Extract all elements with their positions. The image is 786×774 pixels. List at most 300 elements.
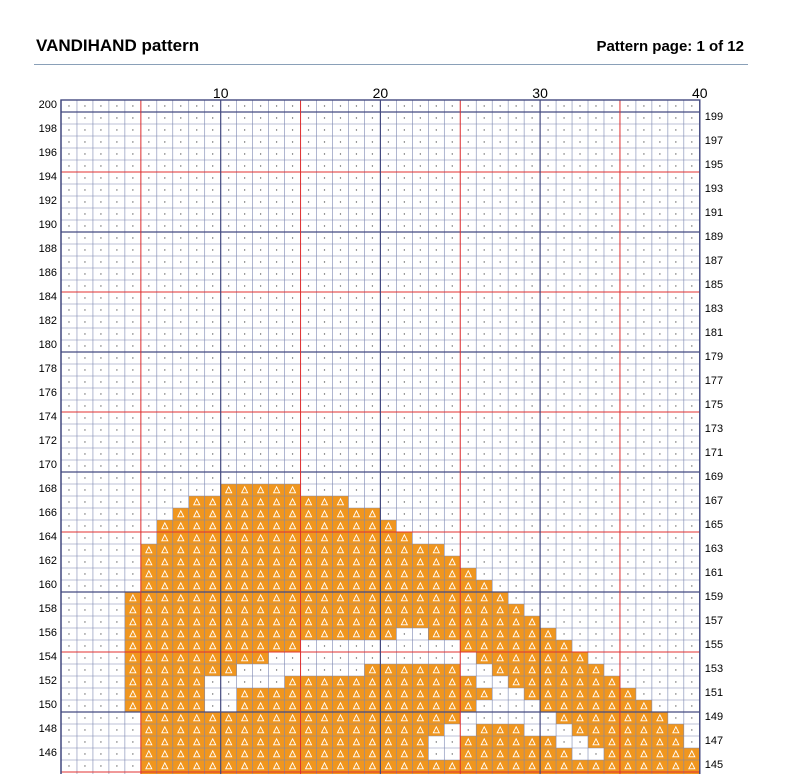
- empty-cell-dot: [579, 381, 580, 382]
- empty-cell-dot: [436, 249, 437, 250]
- empty-cell-dot: [372, 177, 373, 178]
- row-label-right: 189: [704, 231, 724, 243]
- empty-cell-dot: [627, 321, 628, 322]
- empty-cell-dot: [356, 225, 357, 226]
- empty-cell-dot: [356, 657, 357, 658]
- row-label-left: 198: [38, 123, 57, 135]
- empty-cell-dot: [68, 465, 69, 466]
- empty-cell-dot: [675, 153, 676, 154]
- empty-cell-dot: [436, 237, 437, 238]
- empty-cell-dot: [100, 465, 101, 466]
- empty-cell-dot: [404, 345, 405, 346]
- empty-cell-dot: [452, 369, 453, 370]
- empty-cell-dot: [531, 465, 532, 466]
- empty-cell-dot: [627, 345, 628, 346]
- empty-cell-dot: [484, 441, 485, 442]
- column-label: 20: [372, 85, 389, 101]
- empty-cell-dot: [468, 177, 469, 178]
- empty-cell-dot: [388, 369, 389, 370]
- empty-cell-dot: [180, 213, 181, 214]
- empty-cell-dot: [116, 417, 117, 418]
- empty-cell-dot: [643, 573, 644, 574]
- empty-cell-dot: [260, 237, 261, 238]
- empty-cell-dot: [164, 213, 165, 214]
- empty-cell-dot: [84, 165, 85, 166]
- empty-cell-dot: [404, 429, 405, 430]
- empty-cell-dot: [212, 681, 213, 682]
- empty-cell-dot: [116, 165, 117, 166]
- empty-cell-dot: [404, 177, 405, 178]
- empty-cell-dot: [68, 561, 69, 562]
- empty-cell-dot: [196, 417, 197, 418]
- empty-cell-dot: [84, 621, 85, 622]
- empty-cell-dot: [212, 225, 213, 226]
- empty-cell-dot: [468, 201, 469, 202]
- empty-cell-dot: [659, 645, 660, 646]
- empty-cell-dot: [340, 489, 341, 490]
- empty-cell-dot: [164, 501, 165, 502]
- row-label-left: 184: [38, 291, 57, 303]
- empty-cell-dot: [595, 549, 596, 550]
- empty-cell-dot: [324, 477, 325, 478]
- empty-cell-dot: [340, 465, 341, 466]
- empty-cell-dot: [388, 501, 389, 502]
- empty-cell-dot: [675, 297, 676, 298]
- empty-cell-dot: [324, 129, 325, 130]
- empty-cell-dot: [468, 297, 469, 298]
- empty-cell-dot: [244, 465, 245, 466]
- empty-cell-dot: [388, 225, 389, 226]
- empty-cell-dot: [611, 465, 612, 466]
- empty-cell-dot: [276, 465, 277, 466]
- empty-cell-dot: [100, 105, 101, 106]
- empty-cell-dot: [196, 273, 197, 274]
- empty-cell-dot: [292, 105, 293, 106]
- empty-cell-dot: [595, 405, 596, 406]
- empty-cell-dot: [675, 561, 676, 562]
- empty-cell-dot: [627, 117, 628, 118]
- empty-cell-dot: [579, 261, 580, 262]
- empty-cell-dot: [404, 129, 405, 130]
- empty-cell-dot: [372, 225, 373, 226]
- empty-cell-dot: [148, 285, 149, 286]
- empty-cell-dot: [595, 753, 596, 754]
- empty-cell-dot: [468, 105, 469, 106]
- empty-cell-dot: [436, 645, 437, 646]
- empty-cell-dot: [148, 189, 149, 190]
- empty-cell-dot: [611, 261, 612, 262]
- empty-cell-dot: [164, 285, 165, 286]
- empty-cell-dot: [212, 321, 213, 322]
- empty-cell-dot: [436, 405, 437, 406]
- empty-cell-dot: [404, 321, 405, 322]
- empty-cell-dot: [420, 225, 421, 226]
- empty-cell-dot: [563, 597, 564, 598]
- empty-cell-dot: [356, 249, 357, 250]
- empty-cell-dot: [611, 381, 612, 382]
- empty-cell-dot: [563, 477, 564, 478]
- empty-cell-dot: [499, 393, 500, 394]
- empty-cell-dot: [116, 705, 117, 706]
- empty-cell-dot: [164, 405, 165, 406]
- empty-cell-dot: [420, 117, 421, 118]
- row-label-left: 166: [38, 507, 57, 519]
- empty-cell-dot: [372, 657, 373, 658]
- empty-cell-dot: [244, 441, 245, 442]
- empty-cell-dot: [68, 729, 69, 730]
- empty-cell-dot: [579, 285, 580, 286]
- empty-cell-dot: [372, 129, 373, 130]
- row-label-right: 159: [704, 591, 724, 603]
- empty-cell-dot: [148, 201, 149, 202]
- empty-cell-dot: [627, 489, 628, 490]
- empty-cell-dot: [260, 321, 261, 322]
- empty-cell-dot: [84, 213, 85, 214]
- empty-cell-dot: [196, 129, 197, 130]
- empty-cell-dot: [499, 369, 500, 370]
- empty-cell-dot: [691, 525, 692, 526]
- empty-cell-dot: [515, 405, 516, 406]
- row-label-left: 150: [38, 699, 57, 711]
- empty-cell-dot: [484, 561, 485, 562]
- empty-cell-dot: [244, 261, 245, 262]
- empty-cell-dot: [579, 549, 580, 550]
- empty-cell-dot: [611, 165, 612, 166]
- empty-cell-dot: [388, 333, 389, 334]
- empty-cell-dot: [515, 597, 516, 598]
- empty-cell-dot: [292, 273, 293, 274]
- empty-cell-dot: [372, 189, 373, 190]
- empty-cell-dot: [308, 669, 309, 670]
- empty-cell-dot: [515, 333, 516, 334]
- empty-cell-dot: [148, 333, 149, 334]
- empty-cell-dot: [531, 417, 532, 418]
- empty-cell-dot: [276, 165, 277, 166]
- empty-cell-dot: [340, 381, 341, 382]
- empty-cell-dot: [691, 297, 692, 298]
- empty-cell-dot: [116, 333, 117, 334]
- empty-cell-dot: [292, 657, 293, 658]
- row-label-right: 183: [704, 303, 724, 315]
- empty-cell-dot: [563, 225, 564, 226]
- empty-cell-dot: [515, 237, 516, 238]
- empty-cell-dot: [340, 645, 341, 646]
- empty-cell-dot: [276, 477, 277, 478]
- empty-cell-dot: [611, 477, 612, 478]
- empty-cell-dot: [675, 381, 676, 382]
- empty-cell-dot: [292, 333, 293, 334]
- empty-cell-dot: [515, 357, 516, 358]
- empty-cell-dot: [132, 477, 133, 478]
- empty-cell-dot: [675, 717, 676, 718]
- empty-cell-dot: [436, 753, 437, 754]
- empty-cell-dot: [84, 405, 85, 406]
- empty-cell-dot: [643, 141, 644, 142]
- empty-cell-dot: [643, 501, 644, 502]
- row-label-left: 176: [38, 387, 57, 399]
- empty-cell-dot: [436, 381, 437, 382]
- empty-cell-dot: [68, 537, 69, 538]
- empty-cell-dot: [499, 357, 500, 358]
- empty-cell-dot: [132, 189, 133, 190]
- empty-cell-dot: [499, 345, 500, 346]
- empty-cell-dot: [324, 345, 325, 346]
- empty-cell-dot: [116, 477, 117, 478]
- empty-cell-dot: [452, 153, 453, 154]
- empty-cell-dot: [132, 753, 133, 754]
- empty-cell-dot: [388, 141, 389, 142]
- empty-cell-dot: [436, 321, 437, 322]
- empty-cell-dot: [228, 333, 229, 334]
- empty-cell-dot: [515, 201, 516, 202]
- empty-cell-dot: [116, 381, 117, 382]
- empty-cell-dot: [84, 321, 85, 322]
- empty-cell-dot: [627, 417, 628, 418]
- empty-cell-dot: [292, 201, 293, 202]
- empty-cell-dot: [196, 153, 197, 154]
- empty-cell-dot: [531, 297, 532, 298]
- empty-cell-dot: [643, 681, 644, 682]
- empty-cell-dot: [563, 213, 564, 214]
- empty-cell-dot: [68, 117, 69, 118]
- empty-cell-dot: [595, 129, 596, 130]
- empty-cell-dot: [691, 741, 692, 742]
- empty-cell-dot: [484, 105, 485, 106]
- empty-cell-dot: [324, 237, 325, 238]
- empty-cell-dot: [595, 345, 596, 346]
- empty-cell-dot: [436, 741, 437, 742]
- empty-cell-dot: [563, 129, 564, 130]
- empty-cell-dot: [388, 489, 389, 490]
- empty-cell-dot: [372, 417, 373, 418]
- empty-cell-dot: [436, 441, 437, 442]
- empty-cell-dot: [420, 477, 421, 478]
- empty-cell-dot: [84, 309, 85, 310]
- row-label-left: 192: [38, 195, 57, 207]
- row-label-right: 193: [704, 183, 724, 195]
- empty-cell-dot: [643, 585, 644, 586]
- empty-cell-dot: [452, 513, 453, 514]
- empty-cell-dot: [484, 705, 485, 706]
- empty-cell-dot: [388, 201, 389, 202]
- empty-cell-dot: [196, 309, 197, 310]
- empty-cell-dot: [388, 273, 389, 274]
- empty-cell-dot: [340, 357, 341, 358]
- empty-cell-dot: [579, 561, 580, 562]
- empty-cell-dot: [420, 513, 421, 514]
- empty-cell-dot: [659, 441, 660, 442]
- empty-cell-dot: [100, 513, 101, 514]
- empty-cell-dot: [212, 429, 213, 430]
- empty-cell-dot: [627, 465, 628, 466]
- empty-cell-dot: [675, 693, 676, 694]
- empty-cell-dot: [547, 177, 548, 178]
- empty-cell-dot: [579, 477, 580, 478]
- empty-cell-dot: [228, 189, 229, 190]
- empty-cell-dot: [372, 393, 373, 394]
- empty-cell-dot: [595, 537, 596, 538]
- empty-cell-dot: [547, 285, 548, 286]
- empty-cell-dot: [116, 681, 117, 682]
- empty-cell-dot: [675, 645, 676, 646]
- empty-cell-dot: [292, 177, 293, 178]
- empty-cell-dot: [388, 417, 389, 418]
- empty-cell-dot: [324, 657, 325, 658]
- empty-cell-dot: [611, 645, 612, 646]
- row-label-left: 188: [38, 243, 57, 255]
- row-label-left: 148: [38, 723, 57, 735]
- empty-cell-dot: [675, 165, 676, 166]
- empty-cell-dot: [675, 597, 676, 598]
- empty-cell-dot: [388, 249, 389, 250]
- empty-cell-dot: [515, 381, 516, 382]
- empty-cell-dot: [468, 369, 469, 370]
- empty-cell-dot: [499, 201, 500, 202]
- empty-cell-dot: [148, 297, 149, 298]
- empty-cell-dot: [100, 561, 101, 562]
- empty-cell-dot: [579, 501, 580, 502]
- row-label-left: 152: [38, 675, 57, 687]
- empty-cell-dot: [643, 357, 644, 358]
- empty-cell-dot: [196, 249, 197, 250]
- empty-cell-dot: [308, 429, 309, 430]
- empty-cell-dot: [531, 177, 532, 178]
- empty-cell-dot: [388, 345, 389, 346]
- empty-cell-dot: [659, 513, 660, 514]
- empty-cell-dot: [595, 321, 596, 322]
- empty-cell-dot: [484, 189, 485, 190]
- empty-cell-dot: [164, 189, 165, 190]
- empty-cell-dot: [611, 405, 612, 406]
- empty-cell-dot: [563, 621, 564, 622]
- empty-cell-dot: [643, 465, 644, 466]
- empty-cell-dot: [468, 501, 469, 502]
- empty-cell-dot: [627, 153, 628, 154]
- empty-cell-dot: [292, 225, 293, 226]
- column-label: 10: [212, 85, 229, 101]
- empty-cell-dot: [340, 249, 341, 250]
- empty-cell-dot: [116, 441, 117, 442]
- empty-cell-dot: [372, 309, 373, 310]
- empty-cell-dot: [260, 309, 261, 310]
- empty-cell-dot: [515, 573, 516, 574]
- empty-cell-dot: [563, 273, 564, 274]
- empty-cell-dot: [372, 453, 373, 454]
- empty-cell-dot: [132, 297, 133, 298]
- empty-cell-dot: [691, 285, 692, 286]
- empty-cell-dot: [84, 561, 85, 562]
- empty-cell-dot: [420, 381, 421, 382]
- empty-cell-dot: [691, 573, 692, 574]
- empty-cell-dot: [196, 489, 197, 490]
- empty-cell-dot: [84, 201, 85, 202]
- empty-cell-dot: [132, 729, 133, 730]
- empty-cell-dot: [100, 393, 101, 394]
- empty-cell-dot: [675, 429, 676, 430]
- empty-cell-dot: [244, 405, 245, 406]
- empty-cell-dot: [563, 357, 564, 358]
- empty-cell-dot: [228, 129, 229, 130]
- empty-cell-dot: [499, 585, 500, 586]
- row-label-left: 194: [38, 171, 57, 183]
- empty-cell-dot: [595, 393, 596, 394]
- empty-cell-dot: [388, 297, 389, 298]
- empty-cell-dot: [436, 489, 437, 490]
- empty-cell-dot: [68, 369, 69, 370]
- empty-cell-dot: [68, 705, 69, 706]
- empty-cell-dot: [691, 417, 692, 418]
- row-label-right: 163: [704, 543, 724, 555]
- empty-cell-dot: [531, 369, 532, 370]
- empty-cell-dot: [452, 309, 453, 310]
- empty-cell-dot: [404, 381, 405, 382]
- empty-cell-dot: [691, 561, 692, 562]
- empty-cell-dot: [388, 429, 389, 430]
- empty-cell-dot: [484, 537, 485, 538]
- empty-cell-dot: [276, 393, 277, 394]
- empty-cell-dot: [228, 705, 229, 706]
- empty-cell-dot: [68, 741, 69, 742]
- empty-cell-dot: [324, 333, 325, 334]
- empty-cell-dot: [484, 681, 485, 682]
- empty-cell-dot: [643, 477, 644, 478]
- empty-cell-dot: [148, 321, 149, 322]
- empty-cell-dot: [468, 273, 469, 274]
- empty-cell-dot: [499, 705, 500, 706]
- empty-cell-dot: [356, 489, 357, 490]
- empty-cell-dot: [484, 549, 485, 550]
- empty-cell-dot: [659, 633, 660, 634]
- empty-cell-dot: [244, 417, 245, 418]
- row-label-right: 185: [704, 279, 724, 291]
- empty-cell-dot: [356, 321, 357, 322]
- empty-cell-dot: [84, 393, 85, 394]
- empty-cell-dot: [84, 297, 85, 298]
- empty-cell-dot: [148, 261, 149, 262]
- empty-cell-dot: [531, 321, 532, 322]
- empty-cell-dot: [244, 141, 245, 142]
- empty-cell-dot: [116, 393, 117, 394]
- empty-cell-dot: [308, 645, 309, 646]
- empty-cell-dot: [100, 681, 101, 682]
- empty-cell-dot: [595, 357, 596, 358]
- empty-cell-dot: [595, 417, 596, 418]
- empty-cell-dot: [675, 489, 676, 490]
- empty-cell-dot: [84, 381, 85, 382]
- empty-cell-dot: [531, 141, 532, 142]
- empty-cell-dot: [196, 141, 197, 142]
- empty-cell-dot: [404, 453, 405, 454]
- empty-cell-dot: [643, 225, 644, 226]
- empty-cell-dot: [436, 477, 437, 478]
- empty-cell-dot: [292, 309, 293, 310]
- row-label-right: 181: [704, 327, 724, 339]
- empty-cell-dot: [595, 477, 596, 478]
- empty-cell-dot: [611, 573, 612, 574]
- empty-cell-dot: [436, 273, 437, 274]
- empty-cell-dot: [212, 309, 213, 310]
- empty-cell-dot: [292, 213, 293, 214]
- empty-cell-dot: [308, 225, 309, 226]
- empty-cell-dot: [356, 645, 357, 646]
- empty-cell-dot: [180, 141, 181, 142]
- empty-cell-dot: [260, 105, 261, 106]
- empty-cell-dot: [515, 489, 516, 490]
- empty-cell-dot: [579, 585, 580, 586]
- empty-cell-dot: [563, 153, 564, 154]
- empty-cell-dot: [595, 369, 596, 370]
- empty-cell-dot: [132, 285, 133, 286]
